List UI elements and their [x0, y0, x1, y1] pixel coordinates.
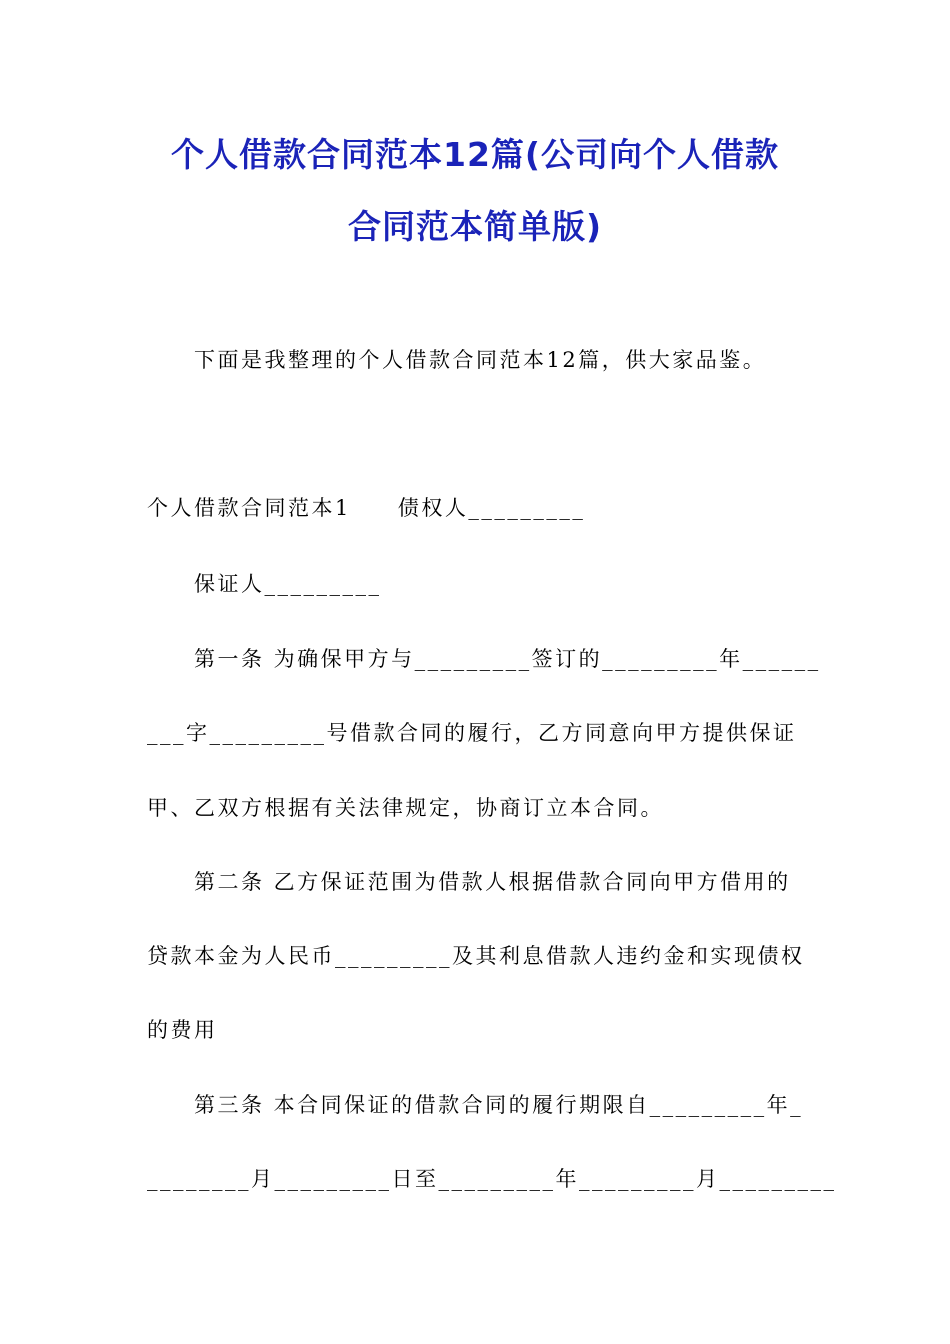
article-2-line-1: 第二条 乙方保证范围为借款人根据借款合同向甲方借用的	[194, 870, 791, 894]
article-3-line-1: 第三条 本合同保证的借款合同的履行期限自_________年_	[194, 1093, 804, 1117]
article-1-line-2: ___字_________号借款合同的履行，乙方同意向甲方提供保证	[147, 721, 797, 745]
document-title-line-1: 个人借款合同范本12篇(公司向个人借款	[170, 135, 779, 174]
document-title-line-2: 合同范本简单版)	[347, 207, 603, 246]
article-2-line-3: 的费用	[147, 1018, 218, 1042]
article-1-line-1: 第一条 为确保甲方与_________签订的_________年______	[194, 647, 821, 671]
guarantor-line: 保证人_________	[194, 572, 382, 596]
article-3-line-2: ________月_________日至_________年_________月_________	[147, 1167, 837, 1191]
intro-paragraph: 下面是我整理的个人借款合同范本12篇，供大家品鉴。	[194, 348, 767, 372]
section-heading-contract-1: 个人借款合同范本1 债权人_________	[147, 496, 586, 520]
article-1-line-3: 甲、乙双方根据有关法律规定，协商订立本合同。	[147, 796, 664, 820]
article-2-line-2: 贷款本金为人民币_________及其利息借款人违约金和实现债权	[147, 944, 805, 968]
